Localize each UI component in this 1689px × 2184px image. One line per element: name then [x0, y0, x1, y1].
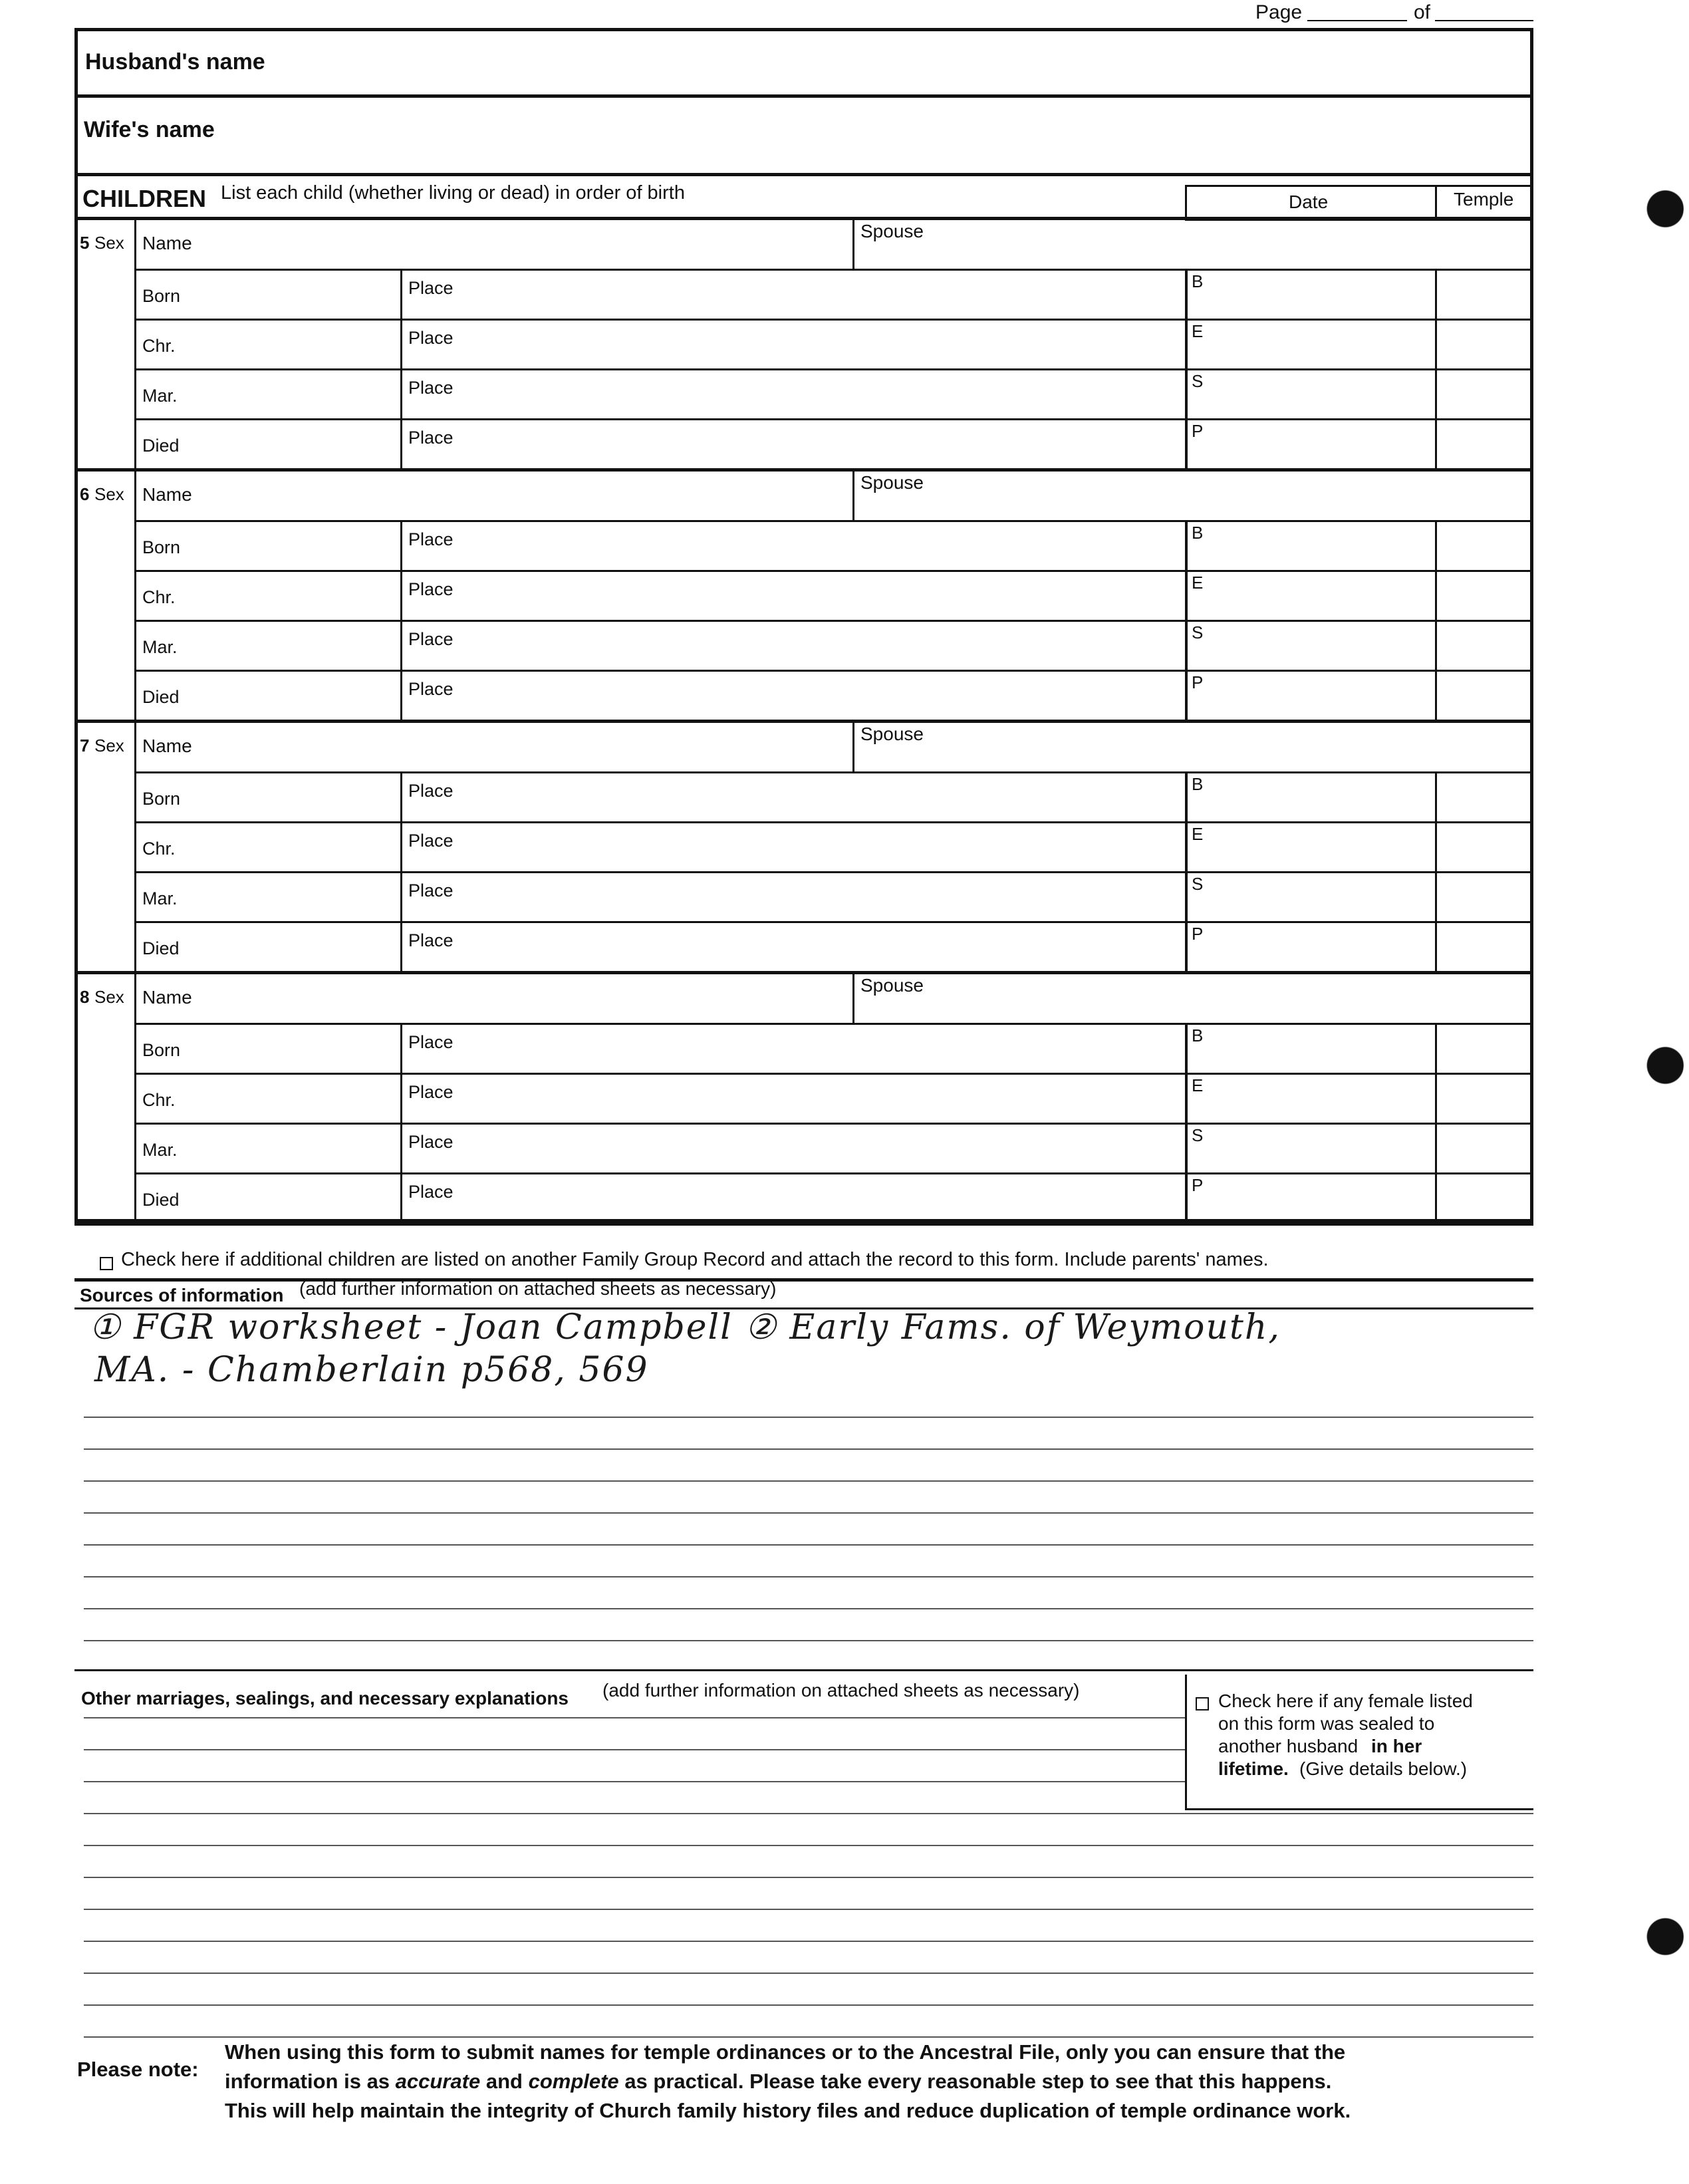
place-label: Place — [408, 1182, 454, 1202]
divider — [134, 821, 1533, 823]
child-name-field[interactable] — [207, 472, 846, 516]
punch-hole — [1623, 1906, 1684, 1967]
divider — [134, 1123, 1533, 1125]
ruled-line — [84, 1909, 1533, 1910]
divider — [74, 217, 1533, 220]
please-note-line1: When using this form to submit names for temple ordinances or to the Ancestral File, only you can ensure that the — [225, 2040, 1346, 2064]
ordinance-date-field[interactable] — [1212, 875, 1428, 917]
sex-field[interactable] — [77, 257, 132, 464]
place-field[interactable] — [473, 875, 1178, 917]
name-label: Name — [142, 484, 192, 505]
divider — [74, 1278, 1533, 1282]
please-note-text-part: and — [485, 2070, 523, 2093]
temple-field[interactable] — [1440, 875, 1528, 917]
divider — [852, 468, 854, 520]
divider — [134, 720, 136, 971]
event-label: Died — [142, 1190, 180, 1210]
please-note-line2 — [225, 2067, 1528, 2096]
place-label: Place — [408, 378, 454, 398]
ordinance-date-field[interactable] — [1212, 1127, 1428, 1168]
place-label: Place — [408, 831, 454, 851]
child-name-field[interactable] — [207, 975, 846, 1019]
ruled-line — [84, 1845, 1533, 1846]
place-field[interactable] — [473, 1127, 1178, 1168]
female-sealed-text-4: in her — [1371, 1736, 1422, 1756]
ordinance-date-field[interactable] — [1212, 1176, 1428, 1218]
divider — [74, 720, 1533, 723]
divider — [852, 720, 854, 771]
female-sealed-checkbox[interactable] — [1196, 1697, 1209, 1710]
page-number-field[interactable] — [1307, 20, 1407, 21]
event-label: Born — [142, 789, 181, 809]
ordinance-letter: B — [1192, 271, 1204, 291]
ordinance-date-field[interactable] — [1212, 674, 1428, 716]
page-label: Page — [1255, 1, 1303, 23]
divider — [134, 269, 1533, 271]
place-field[interactable] — [473, 524, 1178, 566]
place-field[interactable] — [473, 1027, 1178, 1069]
ordinance-letter: B — [1192, 1025, 1204, 1045]
child-number: 8 — [80, 987, 90, 1007]
child-name-field[interactable] — [207, 221, 846, 265]
place-label: Place — [408, 1032, 454, 1052]
place-label: Place — [408, 278, 454, 298]
ruled-line — [84, 1749, 1185, 1750]
ruled-line — [84, 2004, 1533, 2006]
ruled-line — [84, 1781, 1185, 1782]
place-field[interactable] — [473, 1077, 1178, 1119]
ruled-line — [84, 1608, 1533, 1609]
event-label: Mar. — [142, 637, 178, 657]
ordinance-letter: S — [1192, 622, 1204, 642]
other-marriages-sublabel: (add further information on attached sheets as necessary) — [602, 1680, 1080, 1701]
ordinance-date-field[interactable] — [1212, 624, 1428, 666]
divider — [74, 1669, 1533, 1671]
divider — [74, 971, 1533, 974]
ordinance-date-field[interactable] — [1212, 925, 1428, 967]
child-number: 5 — [80, 233, 90, 253]
divider — [134, 921, 1533, 923]
event-label: Mar. — [142, 888, 178, 908]
sources-handwriting-line1: ① FGR worksheet - Joan Campbell ② Early Fams. of Weymouth, — [89, 1307, 1281, 1347]
divider — [134, 1172, 1533, 1174]
place-field[interactable] — [473, 925, 1178, 967]
divider — [134, 319, 1533, 321]
additional-children-checkbox[interactable] — [100, 1257, 113, 1270]
sex-label: Sex — [94, 484, 124, 504]
ordinance-letter: P — [1192, 924, 1204, 944]
ruled-line — [84, 1813, 1533, 1814]
ordinance-letter: E — [1192, 1075, 1204, 1095]
page-total-field[interactable] — [1435, 20, 1533, 21]
sex-field[interactable] — [77, 1011, 132, 1218]
page-of-label: of — [1414, 1, 1431, 23]
divider — [134, 771, 1533, 773]
temple-field[interactable] — [1440, 372, 1528, 414]
temple-field[interactable] — [1440, 1127, 1528, 1168]
ordinance-date-field[interactable] — [1212, 524, 1428, 566]
ordinance-date-field[interactable] — [1212, 372, 1428, 414]
name-label: Name — [142, 233, 192, 253]
divider — [134, 670, 1533, 672]
place-label: Place — [408, 328, 454, 348]
place-label: Place — [408, 881, 454, 900]
please-note-line3: This will help maintain the integrity of Church family history files and reduce duplication of temple ordinance work. — [225, 2099, 1351, 2122]
child-number: 6 — [80, 484, 90, 504]
ordinance-letter: B — [1192, 774, 1204, 794]
ordinance-letter: S — [1192, 874, 1204, 894]
ruled-line — [84, 1417, 1533, 1418]
female-sealed-text-2: on this form was sealed to — [1218, 1713, 1435, 1734]
additional-children-text: Check here if additional children are listed on another Family Group Record and attach the record to this form. Include parents' names. — [121, 1249, 1269, 1270]
event-label: Born — [142, 537, 181, 557]
event-label: Born — [142, 286, 181, 306]
ruled-line — [84, 1576, 1533, 1577]
divider — [134, 1073, 1533, 1075]
name-label: Name — [142, 736, 192, 756]
spouse-label: Spouse — [860, 221, 924, 241]
sex-field[interactable] — [77, 759, 132, 967]
name-label: Name — [142, 987, 192, 1008]
wife-name-label: Wife's name — [84, 117, 215, 142]
female-sealed-text-1: Check here if any female listed — [1218, 1691, 1473, 1711]
event-label: Born — [142, 1040, 181, 1060]
please-note-text — [225, 2038, 1528, 2125]
divider — [134, 1023, 1533, 1025]
place-field[interactable] — [473, 323, 1178, 364]
place-field[interactable] — [473, 825, 1178, 867]
temple-field[interactable] — [1440, 524, 1528, 566]
divider — [134, 418, 1533, 420]
ruled-line — [84, 1941, 1533, 1942]
place-field[interactable] — [473, 624, 1178, 666]
temple-field[interactable] — [1440, 624, 1528, 666]
ordinance-letter: P — [1192, 672, 1204, 692]
place-label: Place — [408, 629, 454, 649]
temple-field[interactable] — [1440, 1027, 1528, 1069]
sex-label: Sex — [94, 736, 124, 755]
event-label: Died — [142, 938, 180, 958]
spouse-field[interactable] — [932, 472, 1527, 516]
divider — [134, 468, 136, 720]
event-label: Died — [142, 436, 180, 456]
place-label: Place — [408, 930, 454, 950]
place-field[interactable] — [473, 273, 1178, 315]
sex-label: Sex — [94, 233, 124, 253]
ordinance-date-field[interactable] — [1212, 422, 1428, 464]
divider — [134, 520, 1533, 522]
ruled-line — [84, 1717, 1185, 1718]
ordinance-letter: B — [1192, 523, 1204, 543]
spouse-label: Spouse — [860, 975, 924, 996]
temple-column-header: Temple — [1454, 189, 1514, 209]
ordinance-date-field[interactable] — [1212, 825, 1428, 867]
ruled-line — [84, 1973, 1533, 1974]
ordinance-letter: E — [1192, 321, 1204, 341]
spouse-label: Spouse — [860, 724, 924, 744]
ordinance-date-field[interactable] — [1212, 775, 1428, 817]
children-title: CHILDREN — [82, 185, 206, 212]
divider — [74, 94, 1533, 98]
temple-field[interactable] — [1440, 775, 1528, 817]
temple-field[interactable] — [1440, 574, 1528, 616]
divider — [134, 217, 136, 468]
place-field[interactable] — [473, 775, 1178, 817]
ordinance-date-field[interactable] — [1212, 323, 1428, 364]
temple-field[interactable] — [1440, 1077, 1528, 1119]
please-note-text-part: information is as — [225, 2070, 390, 2093]
female-sealed-text-6: (Give details below.) — [1299, 1758, 1468, 1779]
ordinance-letter: S — [1192, 1125, 1204, 1145]
temple-field[interactable] — [1440, 925, 1528, 967]
spouse-field[interactable] — [932, 724, 1527, 767]
sources-handwriting-line2: MA. - Chamberlain p568, 569 — [94, 1350, 649, 1390]
ruled-line — [84, 1448, 1533, 1450]
sex-field[interactable] — [77, 508, 132, 716]
divider — [134, 871, 1533, 873]
husband-name-label: Husband's name — [85, 49, 265, 74]
event-label: Mar. — [142, 1140, 178, 1160]
female-sealed-text-5: lifetime. — [1218, 1758, 1289, 1779]
place-label: Place — [408, 428, 454, 448]
place-label: Place — [408, 679, 454, 699]
event-label: Chr. — [142, 839, 176, 859]
ruled-line — [84, 1640, 1533, 1641]
sex-label: Sex — [94, 987, 124, 1007]
child-name-field[interactable] — [207, 724, 846, 767]
sources-label: Sources of information — [80, 1285, 284, 1305]
punch-hole — [1623, 1035, 1684, 1096]
ruled-line — [84, 1512, 1533, 1514]
temple-field[interactable] — [1440, 825, 1528, 867]
place-label: Place — [408, 529, 454, 549]
divider — [1435, 185, 1437, 219]
ordinance-date-field[interactable] — [1212, 1027, 1428, 1069]
please-note-emphasis: accurate — [395, 2070, 481, 2093]
divider — [134, 368, 1533, 370]
place-field[interactable] — [473, 372, 1178, 414]
female-sealed-text-3: another husband — [1218, 1736, 1359, 1756]
ruled-line — [84, 1877, 1533, 1878]
sources-sublabel: (add further information on attached sheets as necessary) — [299, 1278, 777, 1299]
place-field[interactable] — [473, 1176, 1178, 1218]
place-label: Place — [408, 579, 454, 599]
temple-field[interactable] — [1440, 674, 1528, 716]
husband-name-field[interactable] — [313, 37, 1523, 90]
ordinance-date-field[interactable] — [1212, 273, 1428, 315]
please-note-emphasis: complete — [528, 2070, 619, 2093]
ruled-line — [84, 1544, 1533, 1546]
event-label: Chr. — [142, 1090, 176, 1110]
divider — [134, 971, 136, 1222]
punch-hole — [1623, 178, 1684, 239]
spouse-label: Spouse — [860, 472, 924, 493]
place-label: Place — [408, 1132, 454, 1152]
temple-field[interactable] — [1440, 422, 1528, 464]
place-field[interactable] — [473, 574, 1178, 616]
place-field[interactable] — [473, 422, 1178, 464]
other-marriages-label: Other marriages, sealings, and necessary explanations — [81, 1688, 569, 1708]
divider — [74, 468, 1533, 472]
ordinance-letter: E — [1192, 824, 1204, 844]
other-marriages-field[interactable] — [80, 1713, 1533, 2046]
ordinance-letter: S — [1192, 371, 1204, 391]
divider — [74, 1222, 1533, 1226]
event-label: Chr. — [142, 336, 176, 356]
divider — [74, 173, 1533, 176]
event-label: Chr. — [142, 587, 176, 607]
temple-field[interactable] — [1440, 1176, 1528, 1218]
temple-field[interactable] — [1440, 273, 1528, 315]
ordinance-letter: P — [1192, 421, 1204, 441]
child-number: 7 — [80, 736, 90, 755]
place-label: Place — [408, 781, 454, 801]
wife-name-field[interactable] — [279, 100, 1523, 166]
date-column-header: Date — [1289, 192, 1329, 212]
please-note-label: Please note: — [77, 2058, 199, 2081]
place-field[interactable] — [473, 674, 1178, 716]
spouse-field[interactable] — [932, 975, 1527, 1019]
divider — [852, 217, 854, 269]
divider — [852, 971, 854, 1023]
temple-field[interactable] — [1440, 323, 1528, 364]
divider — [134, 620, 1533, 622]
children-instruction: List each child (whether living or dead) in order of birth — [221, 182, 685, 204]
place-label: Place — [408, 1082, 454, 1102]
ordinance-letter: P — [1192, 1175, 1204, 1195]
event-label: Died — [142, 687, 180, 707]
please-note-text-part: as practical. Please take every reasonable step to see that this happens. — [624, 2070, 1332, 2093]
spouse-field[interactable] — [932, 221, 1527, 265]
ordinance-date-field[interactable] — [1212, 574, 1428, 616]
event-label: Mar. — [142, 386, 178, 406]
ordinance-date-field[interactable] — [1212, 1077, 1428, 1119]
ordinance-letter: E — [1192, 573, 1204, 593]
ruled-line — [84, 1480, 1533, 1482]
divider — [134, 570, 1533, 572]
